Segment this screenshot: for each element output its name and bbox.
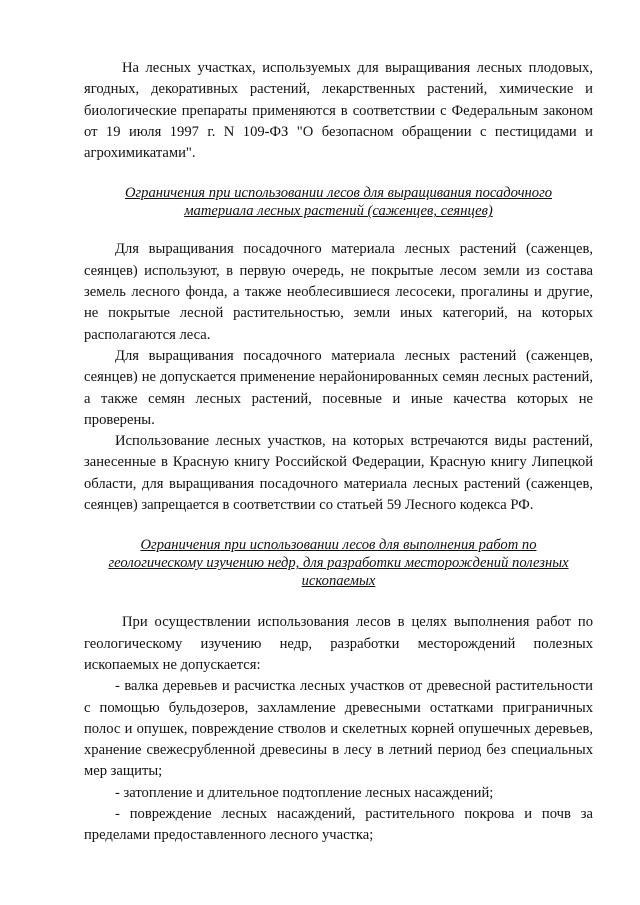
list-item: - валка деревьев и расчистка лесных участков от древесной растительности с помощью бульдозеров, захламление древесными остатками приграничных полос и опушек, повреждение стволов и скелетных корней опушечных деревьев, хранение свежесрубленной древесины в лесу в летний период без специальных мер защиты; — [84, 678, 593, 780]
paragraph: Для выращивания посадочного материала лесных растений (саженцев, сеянцев) не допускается применение нерайонированных семян лесных растений, а также семян лесных растений, посевные и иные качества которых не проверены. — [84, 347, 593, 428]
heading-line: Ограничения при использовании лесов для выполнения работ по — [140, 537, 537, 554]
section-heading-seedlings — [84, 184, 593, 220]
document-page — [84, 58, 593, 847]
heading-line: Ограничения при использовании лесов для выращивания посадочного — [124, 185, 553, 202]
list-item: - повреждение лесных насаждений, растительного покрова и почв за пределами предоставленного лесного участка; — [84, 806, 593, 844]
list-item: - затопление и длительное подтопление лесных насаждений; — [115, 784, 494, 801]
paragraph: Использование лесных участков, на которых встречаются виды растений, занесенные в Красную книгу Российской Федерации, Красную книгу Липецкой области, для выращивания посадочного материала лесных растений (саженцев, сеянцев) запрещается в соответствии со статьей 59 Лесного кодекса РФ. — [84, 433, 593, 514]
heading-line: ископаемых — [301, 573, 376, 590]
lead-paragraph: При осуществлении использования лесов в целях выполнения работ по геологическому изучению недр, разработки месторождений полезных ископаемых не допускается: — [84, 614, 593, 673]
section-geology-body — [84, 612, 593, 846]
paragraph: Для выращивания посадочного материала лесных растений (саженцев, сеянцев) используют, в первую очередь, не покрытые лесом земли из состава земель лесного фонда, а также необлесившиеся лесосеки, прогалины и другие, не покрытые лесной растительностью, земли иных категорий, на которых располагаются леса. — [84, 241, 593, 343]
section-heading-geology — [84, 536, 593, 590]
section-seedlings-body — [84, 239, 593, 516]
heading-line: материала лесных растений (саженцев, сеянцев) — [184, 203, 493, 220]
heading-line: геологическому изучению недр, для разработки месторождений полезных — [108, 555, 569, 572]
intro-paragraph: На лесных участках, используемых для выращивания лесных плодовых, ягодных, декоративных растений, лекарственных растений, химические и биологические препараты применяются в соответствии с Федеральным законом от 19 июля 1997 г. N 109-ФЗ "О безопасном обращении с пестицидами и агрохимикатами". — [84, 60, 593, 162]
